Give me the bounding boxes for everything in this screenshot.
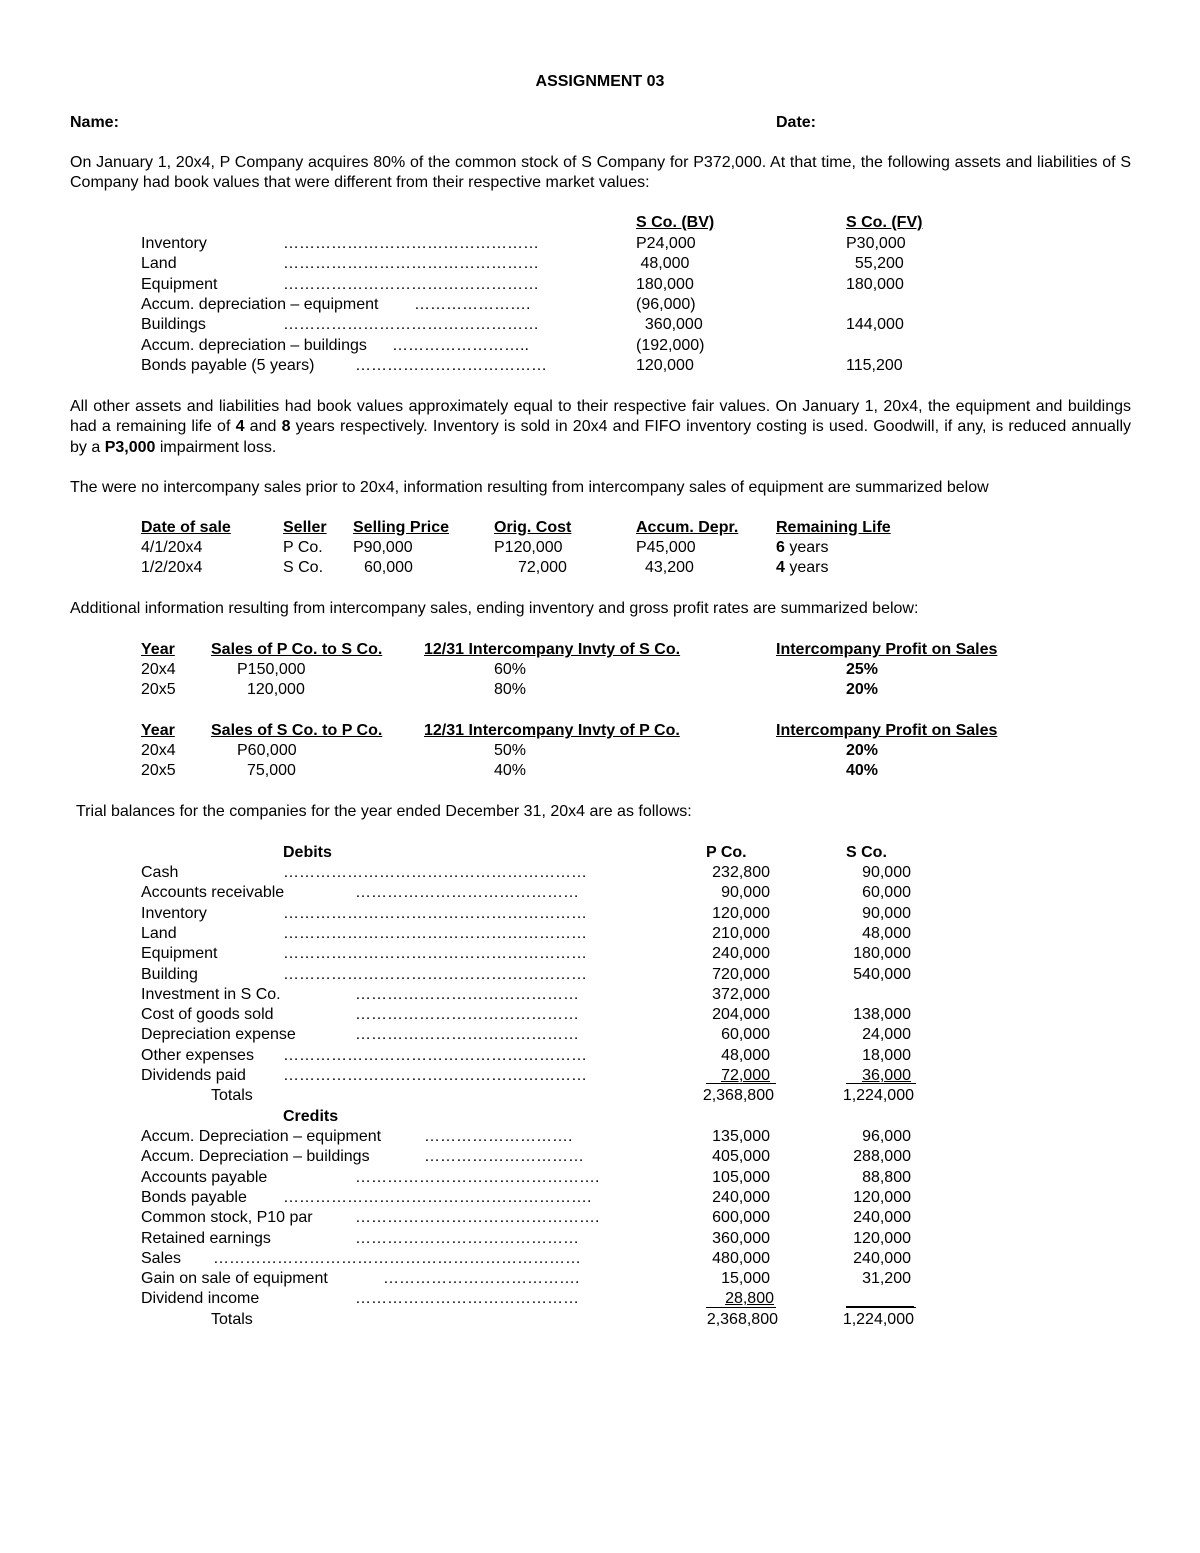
tb-row-p: 135,000 <box>712 1128 770 1145</box>
tb-debits-label: Debits <box>283 844 332 861</box>
tb-row <box>0 1289 1200 1309</box>
tb-row-leader: ………………………………………. <box>355 1209 600 1227</box>
tb-col-p: P Co. <box>706 844 747 861</box>
tb-debit-total-s: 1,224,000 <box>842 1087 914 1104</box>
equip-life-unit: years <box>784 559 829 577</box>
tb-row <box>0 904 1200 924</box>
fv-row-leader: ……………………………… <box>355 356 547 374</box>
tb-row <box>0 863 1200 883</box>
tb-row-label: Other expenses <box>141 1046 254 1064</box>
tb-row-label: Sales <box>141 1249 182 1267</box>
fv-row-fv: P30,000 <box>846 235 906 252</box>
inv1-header-sales: Sales of P Co. to S Co. <box>211 641 383 658</box>
tb-row <box>0 965 1200 985</box>
inv-invty: 40% <box>494 762 527 780</box>
fv-row-bv: 360,000 <box>636 316 703 334</box>
inv2-header-year: Year <box>141 722 175 739</box>
tb-row-label: Bonds payable <box>141 1188 247 1206</box>
equip-table-row <box>0 558 1200 578</box>
tb-header <box>0 843 1200 863</box>
equip-header-date: Date of sale <box>141 519 231 536</box>
equip-table-header <box>0 518 1200 538</box>
fv-row-fv: 180,000 <box>846 275 904 293</box>
fv-table-row <box>0 275 1200 295</box>
fv-table-row <box>0 295 1200 315</box>
tb-row-label: Dividends paid <box>141 1067 246 1084</box>
inv-sales: 120,000 <box>247 681 305 699</box>
tb-debit-total-row <box>0 1086 1200 1106</box>
tb-row-s: 48,000 <box>862 924 911 942</box>
equip-table-row <box>0 538 1200 558</box>
tb-row-label: Cost of goods sold <box>141 1006 274 1024</box>
equip-header-cost: Orig. Cost <box>494 519 572 536</box>
inv2-header-sales: Sales of S Co. to P Co. <box>211 722 383 739</box>
tb-row-leader: ………………………………………………… <box>283 965 587 983</box>
fv-row-label: Land <box>141 255 177 273</box>
tb-row <box>0 1168 1200 1188</box>
tb-row <box>0 1229 1200 1249</box>
tb-credits-label: Credits <box>283 1108 339 1125</box>
fv-row-leader: ………………………………………… <box>283 255 539 273</box>
tb-row <box>0 944 1200 964</box>
paragraph-5: Trial balances for the companies for the year ended December 31, 20x4 are as follows: <box>76 803 692 820</box>
tb-row-leader: …………………………………………………………… <box>213 1249 581 1267</box>
tb-row-leader: ………………………………………………… <box>283 1046 587 1064</box>
inv-table-row <box>0 660 1200 680</box>
tb-row-s: 90,000 <box>862 864 911 881</box>
equip-cost: P120,000 <box>494 539 563 556</box>
tb-row-p: 105,000 <box>712 1168 770 1186</box>
inv-year: 20x4 <box>141 661 176 678</box>
tb-row-label: Inventory <box>141 904 207 922</box>
equip-header-depr: Accum. Depr. <box>636 519 739 536</box>
tb-row-leader: ………………………………………. <box>355 1168 600 1186</box>
inv-year: 20x5 <box>141 681 176 699</box>
tb-row-p: 210,000 <box>712 924 770 942</box>
tb-row-p: 204,000 <box>712 1006 770 1024</box>
tb-row-label: Accum. Depreciation – equipment <box>141 1128 382 1145</box>
equip-cost: 72,000 <box>518 559 567 577</box>
tb-credit-total-p: 2,368,800 <box>706 1311 778 1328</box>
tb-row-p: 232,800 <box>712 864 770 881</box>
inv-invty: 80% <box>494 681 527 699</box>
tb-row-leader: ………………………………………………… <box>283 904 587 922</box>
fv-row-label: Bonds payable (5 years) <box>141 356 315 374</box>
inv-sales: P60,000 <box>237 742 297 759</box>
tb-debit-total-p: 2,368,800 <box>702 1087 774 1104</box>
fv-row-label: Accum. depreciation – buildings <box>141 336 367 354</box>
tb-row <box>0 1249 1200 1269</box>
tb-row-leader: ………………………………………………… <box>283 924 587 942</box>
equip-life-years: 6 <box>776 539 785 556</box>
tb-row-leader: …………………………………… <box>355 1006 579 1024</box>
tb-row-leader: ………………………. <box>424 1128 573 1145</box>
inv-table-row <box>0 680 1200 700</box>
fv-header: S Co. (FV) <box>846 214 923 231</box>
fv-row-leader: …………………. <box>414 295 531 313</box>
tb-row-p: 240,000 <box>712 945 770 963</box>
inv-year: 20x4 <box>141 742 176 759</box>
date-label: Date: <box>776 114 817 131</box>
fv-row-fv: 55,200 <box>846 255 904 273</box>
equip-depr: 43,200 <box>645 559 694 577</box>
fv-row-leader: ………………………………………… <box>283 235 539 252</box>
tb-row-s: 96,000 <box>862 1128 911 1145</box>
equip-depr: P45,000 <box>636 539 696 556</box>
tb-row-leader: ………………………………………………… <box>283 1067 587 1084</box>
fv-row-fv: 144,000 <box>846 316 904 334</box>
paragraph-4: Additional information resulting from intercompany sales, ending inventory and gross profit rates are summarized below: <box>70 600 919 617</box>
tb-row-label: Land <box>141 924 177 942</box>
tb-row-s: 120,000 <box>853 1188 911 1206</box>
tb-row-leader: ………………………………. <box>383 1270 580 1288</box>
fv-row-bv: (192,000) <box>636 336 705 354</box>
tb-debit-total-label: Totals <box>211 1087 253 1104</box>
tb-row-p: 600,000 <box>712 1209 770 1227</box>
fv-row-label: Buildings <box>141 316 206 334</box>
tb-row-s: 24,000 <box>862 1026 911 1044</box>
tb-row <box>0 1188 1200 1208</box>
fv-table-row <box>0 336 1200 356</box>
inv-profit: 40% <box>846 762 879 780</box>
tb-row <box>0 1208 1200 1228</box>
tb-row-p: 480,000 <box>712 1249 770 1267</box>
inv-profit: 20% <box>846 681 879 699</box>
equip-date: 1/2/20x4 <box>141 559 203 577</box>
tb-credits-header <box>0 1107 1200 1127</box>
tb-row-label: Retained earnings <box>141 1229 271 1247</box>
tb-row <box>0 1005 1200 1025</box>
inv-table-row <box>0 761 1200 781</box>
tb-row-p: 60,000 <box>721 1026 770 1044</box>
tb-row-label: Investment in S Co. <box>141 985 281 1003</box>
tb-row-label: Accounts payable <box>141 1168 268 1186</box>
inv-table-row <box>0 741 1200 761</box>
tb-row <box>0 1066 1200 1086</box>
tb-row-label: Building <box>141 965 198 983</box>
inv-year: 20x5 <box>141 762 176 780</box>
tb-col-s: S Co. <box>846 844 887 861</box>
tb-row-s: 240,000 <box>853 1249 911 1267</box>
tb-row-leader: …………………………………… <box>355 884 579 902</box>
tb-row-leader: …………………………………… <box>355 1290 579 1308</box>
tb-row-leader: …………………………………… <box>355 1026 579 1044</box>
inv2-header-invty: 12/31 Intercompany Invty of P Co. <box>424 722 680 739</box>
tb-row-p: 90,000 <box>721 884 770 902</box>
fv-row-label: Equipment <box>141 275 218 293</box>
tb-credit-total-s: 1,224,000 <box>842 1311 914 1328</box>
tb-row-s: 540,000 <box>853 965 911 983</box>
tb-row-s: 120,000 <box>853 1229 911 1247</box>
intro-paragraph: On January 1, 20x4, P Company acquires 80% of the common stock of S Company for P372,000. At that time, the following assets and liabilities of S Company had book values that were different from their respective market values: <box>70 154 1131 192</box>
fv-table-row <box>0 315 1200 335</box>
tb-row-p: 72,000 <box>721 1067 770 1084</box>
tb-row-s: 60,000 <box>862 884 911 902</box>
equip-seller: P Co. <box>283 539 323 556</box>
tb-row-s: 240,000 <box>853 1209 911 1227</box>
inv2-header-profit: Intercompany Profit on Sales <box>776 722 998 739</box>
tb-row-s: 138,000 <box>853 1006 911 1024</box>
inv1-header-invty: 12/31 Intercompany Invty of S Co. <box>424 641 681 658</box>
fv-row-label: Accum. depreciation – equipment <box>141 295 379 313</box>
fv-row-leader: ………………………………………… <box>283 316 539 334</box>
fv-row-fv: 115,200 <box>846 356 903 374</box>
tb-row <box>0 1147 1200 1167</box>
equip-header-seller: Seller <box>283 519 327 536</box>
equip-seller: S Co. <box>283 559 324 577</box>
fv-row-bv: P24,000 <box>636 235 696 252</box>
tb-row-s: 288,000 <box>853 1148 911 1166</box>
fv-table-row <box>0 254 1200 274</box>
tb-row-s: 180,000 <box>853 945 911 963</box>
inv-invty: 60% <box>494 661 527 678</box>
tb-row-label: Accounts receivable <box>141 884 285 902</box>
page-title: ASSIGNMENT 03 <box>535 73 665 90</box>
tb-row-s: 36,000 <box>862 1067 911 1084</box>
debit-total-rule-p <box>706 1083 776 1084</box>
tb-row-label: Dividend income <box>141 1290 260 1308</box>
tb-row-leader: …………………………………… <box>355 985 579 1003</box>
fv-row-bv: 48,000 <box>636 255 690 273</box>
paragraph-3: The were no intercompany sales prior to 20x4, information resulting from intercompany sales of equipment are summarized below <box>70 479 989 496</box>
inv1-header-profit: Intercompany Profit on Sales <box>776 641 998 658</box>
equip-price: P90,000 <box>353 539 413 556</box>
inv1-header <box>0 640 1200 660</box>
equip-date: 4/1/20x4 <box>141 539 203 556</box>
tb-row-p: 240,000 <box>712 1188 770 1206</box>
tb-row <box>0 883 1200 903</box>
tb-row-p: 360,000 <box>712 1229 770 1247</box>
fv-table-row <box>0 234 1200 254</box>
tb-row-p: 720,000 <box>712 965 770 983</box>
inv-profit: 20% <box>846 742 879 759</box>
tb-row-s: 31,200 <box>862 1270 911 1288</box>
credit-total-rule-p <box>706 1307 776 1308</box>
inv1-header-year: Year <box>141 641 175 658</box>
bv-header: S Co. (BV) <box>636 214 715 231</box>
equip-life <box>776 558 828 578</box>
tb-row-p: 372,000 <box>712 985 770 1003</box>
inv2-header <box>0 721 1200 741</box>
tb-row-p: 15,000 <box>721 1270 770 1288</box>
tb-row-label: Common stock, P10 par <box>141 1209 313 1227</box>
fv-row-leader: ………………………………………… <box>283 275 539 293</box>
inv-sales: 75,000 <box>247 762 296 780</box>
tb-row-p: 405,000 <box>712 1148 770 1166</box>
tb-row-p: 120,000 <box>712 904 770 922</box>
fv-row-bv: 180,000 <box>636 275 694 293</box>
inv-profit: 25% <box>846 661 879 678</box>
tb-row-leader: …………………………………… <box>355 1229 579 1247</box>
tb-row-leader: …………………………………………………. <box>283 1188 592 1206</box>
tb-row-p: 48,000 <box>721 1046 770 1064</box>
tb-credit-total-label: Totals <box>211 1311 253 1328</box>
fv-row-leader: …………………….. <box>392 336 529 354</box>
tb-row <box>0 1046 1200 1066</box>
tb-row <box>0 1025 1200 1045</box>
equip-header-price: Selling Price <box>353 519 450 536</box>
tb-credit-total-row <box>0 1310 1200 1330</box>
tb-row-label: Accum. Depreciation – buildings <box>141 1148 370 1166</box>
tb-row-leader: ………………………………………………… <box>283 945 587 963</box>
tb-row-s: 90,000 <box>862 904 911 922</box>
tb-row-s: 88,800 <box>862 1168 911 1186</box>
fv-row-label: Inventory <box>141 235 207 252</box>
credit-total-rule-s <box>846 1307 916 1308</box>
tb-row <box>0 985 1200 1005</box>
fv-row-bv: (96,000) <box>636 295 696 313</box>
tb-row-label: Gain on sale of equipment <box>141 1270 328 1288</box>
equip-header-life: Remaining Life <box>776 519 891 536</box>
tb-row <box>0 1269 1200 1289</box>
paragraph-2: All other assets and liabilities had book values approximately equal to their respective fair values. On January 1, 20x4, the equipment and buildings had a remaining life of 4 and 8 years respectively. Inventory is sold in 20x4 and FIFO inventory costing is used. Goodwill, if any, is reduced annually by a P3,000 impairment loss. <box>70 398 1132 456</box>
tb-row-label: Cash <box>141 864 179 881</box>
tb-row-leader: ………………………………………………… <box>283 864 587 881</box>
tb-row-label: Equipment <box>141 945 218 963</box>
debit-total-rule-s <box>846 1083 916 1084</box>
tb-row-leader: ………………………… <box>424 1148 584 1166</box>
fv-table-header <box>0 213 1200 233</box>
tb-row <box>0 924 1200 944</box>
equip-life-unit: years <box>784 539 829 556</box>
fv-row-bv: 120,000 <box>636 356 694 374</box>
tb-row-label: Depreciation expense <box>141 1026 296 1044</box>
equip-life <box>776 538 828 558</box>
tb-row-p: 28,800 <box>725 1290 774 1308</box>
fv-table-row <box>0 356 1200 376</box>
inv-invty: 50% <box>494 742 527 759</box>
inv-sales: P150,000 <box>237 661 306 678</box>
equip-life-years: 4 <box>776 559 785 577</box>
name-label: Name: <box>70 114 119 131</box>
tb-row-s: 18,000 <box>862 1046 911 1064</box>
equip-price: 60,000 <box>364 559 413 577</box>
tb-row <box>0 1127 1200 1147</box>
